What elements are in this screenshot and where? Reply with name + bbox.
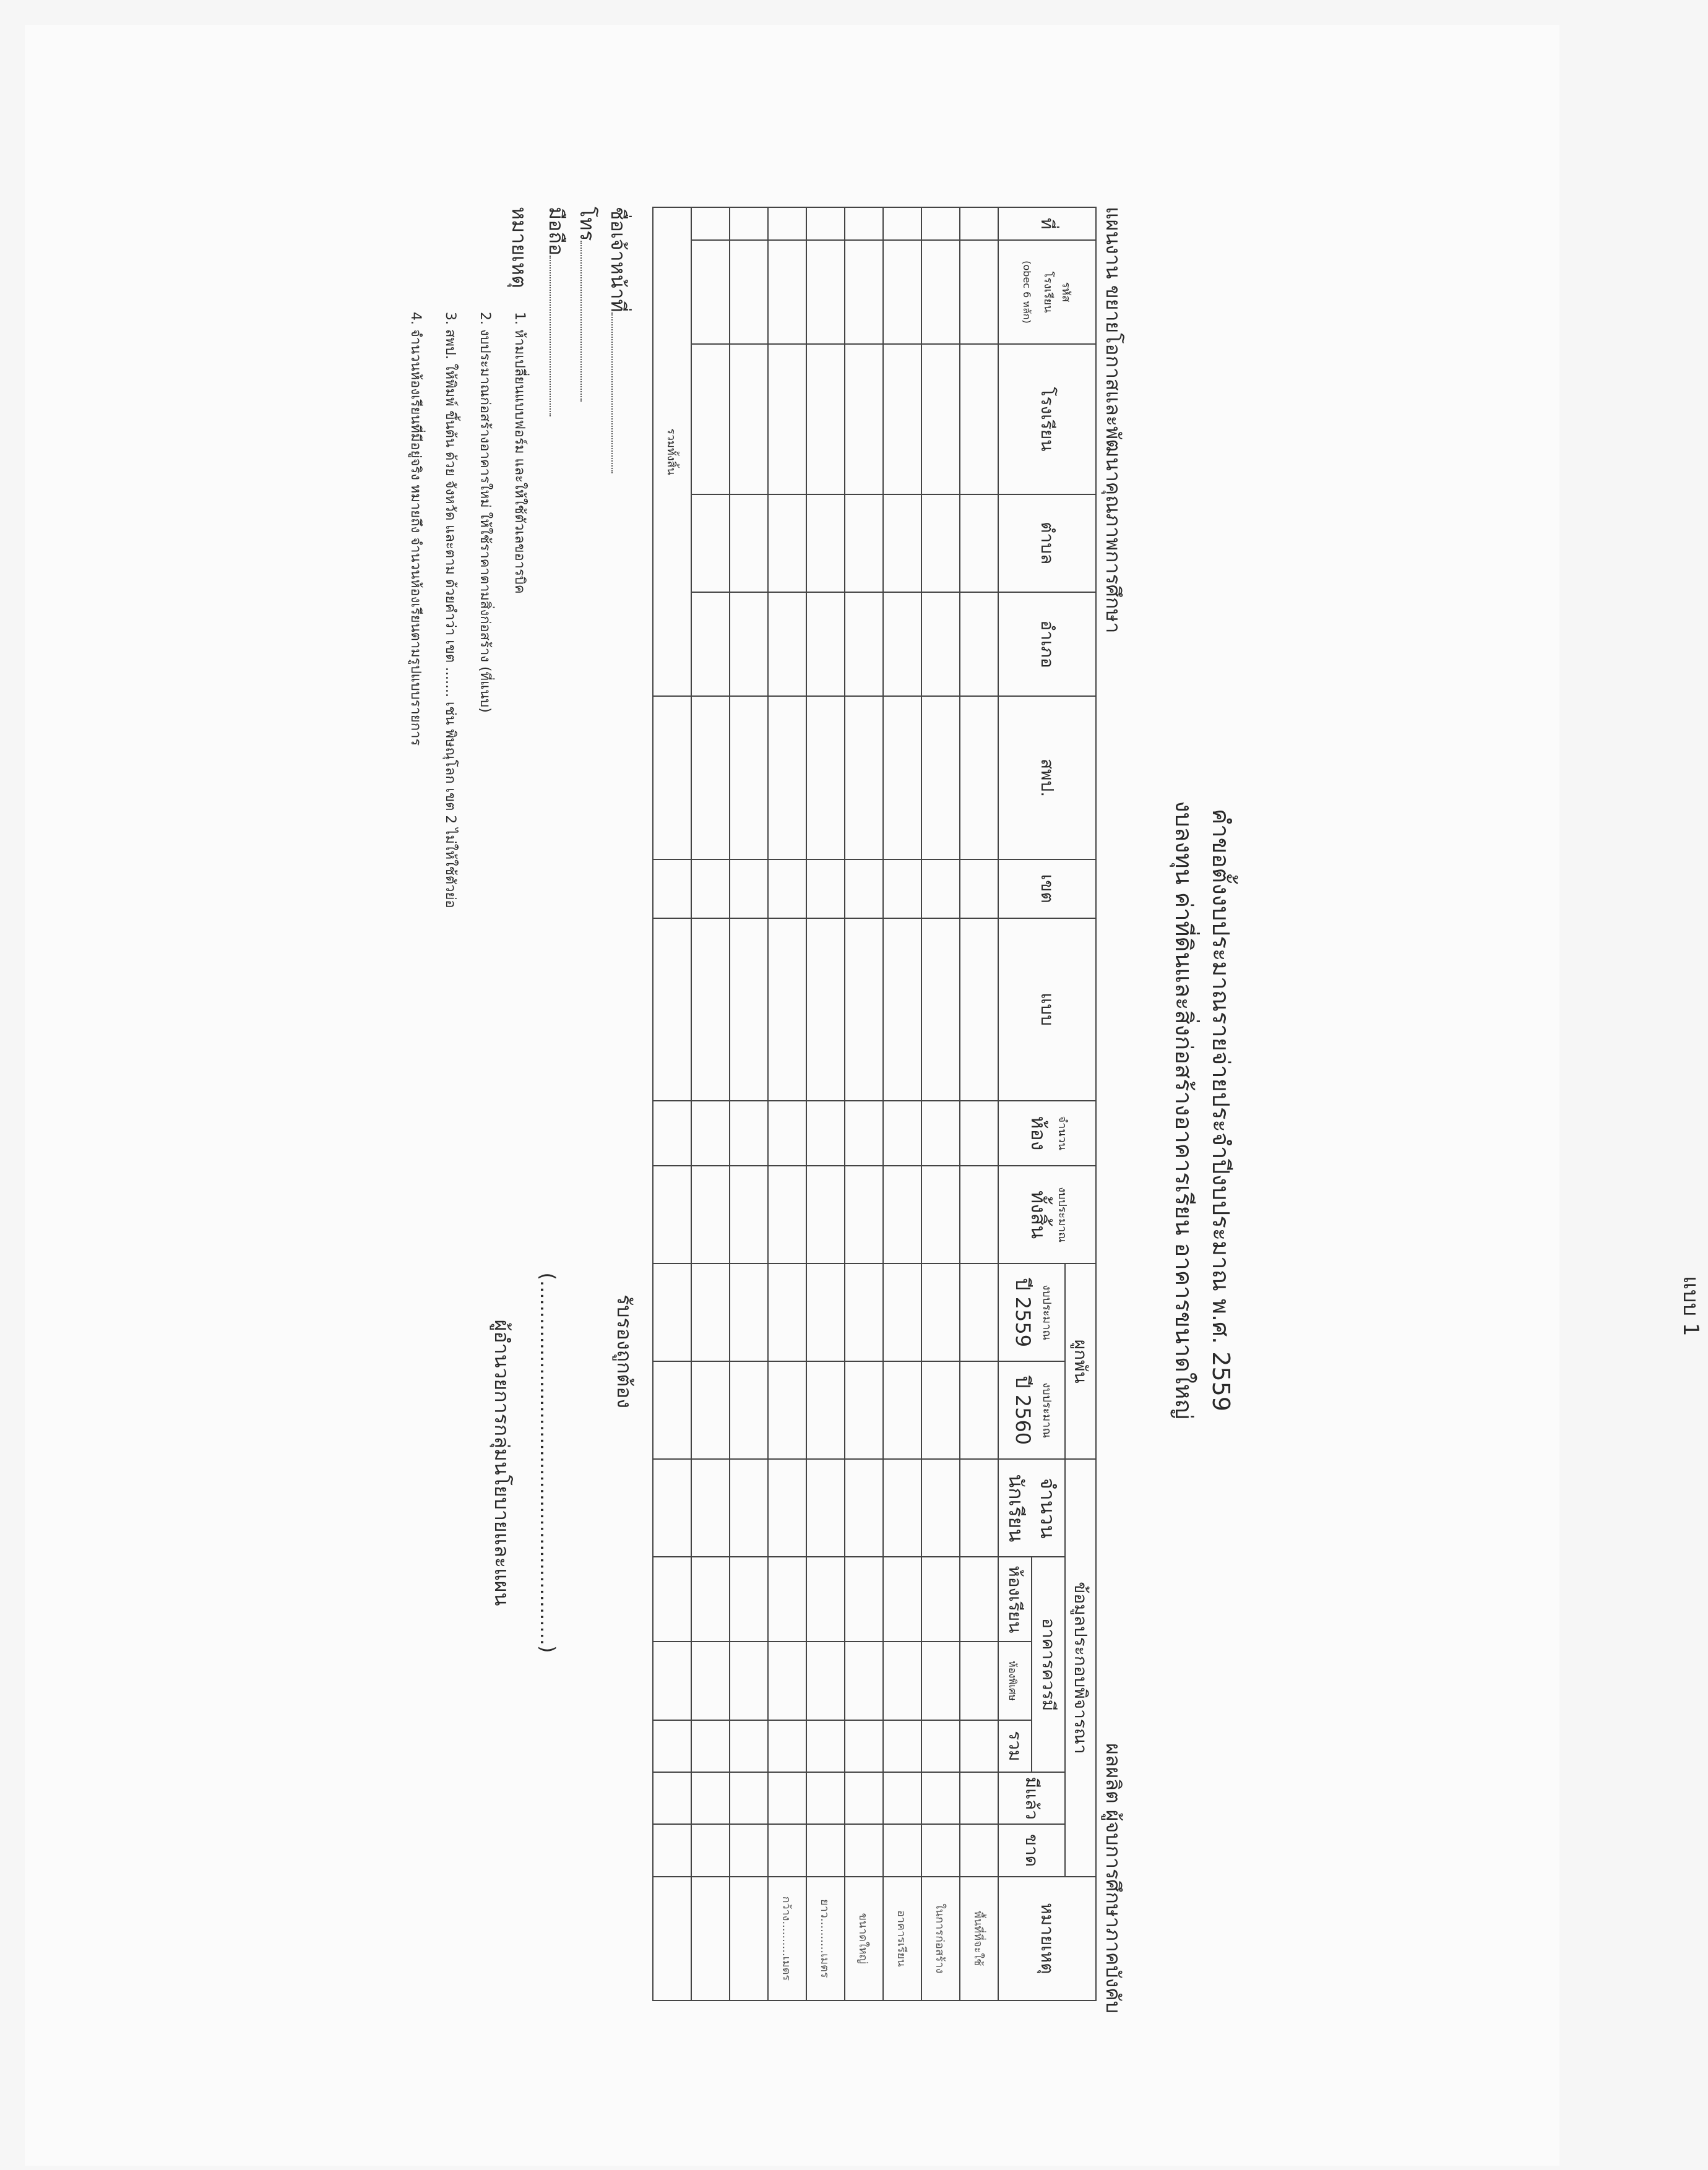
table-row xyxy=(768,207,806,2000)
result-label: ผลผลิต ผู้จบการศึกษาภาคบังคับ xyxy=(1102,1743,1125,2013)
table-row xyxy=(691,207,730,2000)
remark-cell: ขนาดใหญ่ xyxy=(845,1877,883,2000)
remark-cell: พื้นที่ที่จะใช้ xyxy=(960,1877,998,2000)
col-office: สพป. xyxy=(998,696,1096,859)
col-commitment: ผูกพัน xyxy=(1065,1264,1096,1459)
remark-cell: อาคารเรียน xyxy=(883,1877,921,2000)
signer-title: ผู้อำนวยการกลุ่มนโยบายและแผน xyxy=(490,1319,514,1606)
total-label: รวมทั้งสิ้น xyxy=(653,207,691,696)
col-school-code: รหัส โรงเรียน (obec 6 หลัก) xyxy=(998,240,1096,345)
col-students: จำนวน นักเรียน xyxy=(998,1459,1065,1557)
col-budget-2560: งบประมาณ ปี 2560 xyxy=(998,1361,1065,1459)
col-lacking: ขาด xyxy=(998,1824,1065,1876)
plan-label: แผนงาน ขยายโอกาสและพัฒนาคุณภาพการศึกษา xyxy=(1102,207,1125,634)
col-budget-2559: งบประมาณ ปี 2559 xyxy=(998,1264,1065,1361)
col-zone: เขต xyxy=(998,859,1096,918)
officer-line xyxy=(602,207,634,473)
note-item: 2. งบประมาณก่อสร้างอาคารใหม่ ให้ใช้ราคาตามสิ่งก่อสร้าง (ที่แนบ) xyxy=(477,312,493,713)
remark-cell: ยาว..........เมตร xyxy=(806,1877,845,2000)
table-row xyxy=(730,207,768,2000)
form-title: คำขอตั้งงบประมาณรายจ่ายประจำปีงบประมาณ พ.ศ. 2559 xyxy=(1207,808,1235,1412)
budget-request-table xyxy=(652,207,1097,2001)
col-total-budget: งบประมาณ ทั้งสิ้น xyxy=(998,1166,1096,1264)
table-row xyxy=(845,207,883,2000)
col-remarks: หมายเหตุ xyxy=(998,1877,1096,2000)
table-row xyxy=(960,207,998,2000)
mobile-label: มือถือ xyxy=(545,207,568,256)
signature-block xyxy=(467,1246,559,1679)
col-no: ที่ xyxy=(998,207,1096,240)
scanned-page xyxy=(25,25,1703,2166)
rotated-form xyxy=(355,194,1259,2026)
col-school: โรงเรียน xyxy=(998,344,1096,494)
total-row xyxy=(653,207,691,2000)
col-rooms: จำนวน ห้อง xyxy=(998,1101,1096,1166)
form-subtitle: งบลงทุน ค่าที่ดินและสิ่งก่อสร้างอาคารเรียน อาคารขนาดใหญ่ xyxy=(1170,801,1197,1419)
col-should-have: อาคารควรมี xyxy=(1032,1557,1065,1772)
table-row xyxy=(921,207,960,2000)
table-body xyxy=(653,207,998,2000)
certified-label: รับรองถูกต้อง xyxy=(613,1294,636,1408)
note-item: 3. สพป. ให้พิมพ์ ขึ้นต้น ด้วย จังหวัด และตาม ด้วยคำว่า เขต ....... เช่น พิษณุโลก เขต 2 ไม่ให้ใช้ตัวย่อ xyxy=(442,312,458,908)
remark-cell: กว้าง..........เมตร xyxy=(768,1877,806,2000)
col-classroom: ห้องเรียน xyxy=(998,1557,1032,1642)
col-tambon: ตำบล xyxy=(998,494,1096,592)
col-existing: มีแล้ว xyxy=(998,1772,1065,1824)
note-item: 4. จำนวนห้องเรียนที่มีอยู่จริง หมายถึง จำนวนห้องเรียนตามรูปแบบรายการ xyxy=(408,312,423,746)
col-sum: รวม xyxy=(998,1720,1032,1772)
signature-line: (..........................................................) xyxy=(536,1272,559,1653)
col-model: แบบ xyxy=(998,918,1096,1101)
col-special-room: ห้องพิเศษ xyxy=(998,1642,1032,1720)
tel-label: โทร xyxy=(576,207,599,241)
col-amphoe: อำเภอ xyxy=(998,592,1096,697)
officer-label: ชื่อเจ้าหน้าที่ xyxy=(606,207,630,312)
table-row xyxy=(883,207,921,2000)
table-row xyxy=(806,207,845,2000)
mobile-line xyxy=(540,207,572,416)
remark-cell: ในการก่อสร้าง xyxy=(921,1877,960,2000)
notes-label: หมายเหตุ xyxy=(507,207,531,288)
note-item: 1. ห้ามเปลี่ยนแบบฟอร์ม และให้ใช้ตัวเลขอารบิค xyxy=(512,312,527,594)
col-supporting-info: ข้อมูลประกอบพิจารณา xyxy=(1065,1459,1096,1876)
form-code: แบบ 1 xyxy=(1678,1276,1703,1337)
tel-line xyxy=(571,207,603,402)
